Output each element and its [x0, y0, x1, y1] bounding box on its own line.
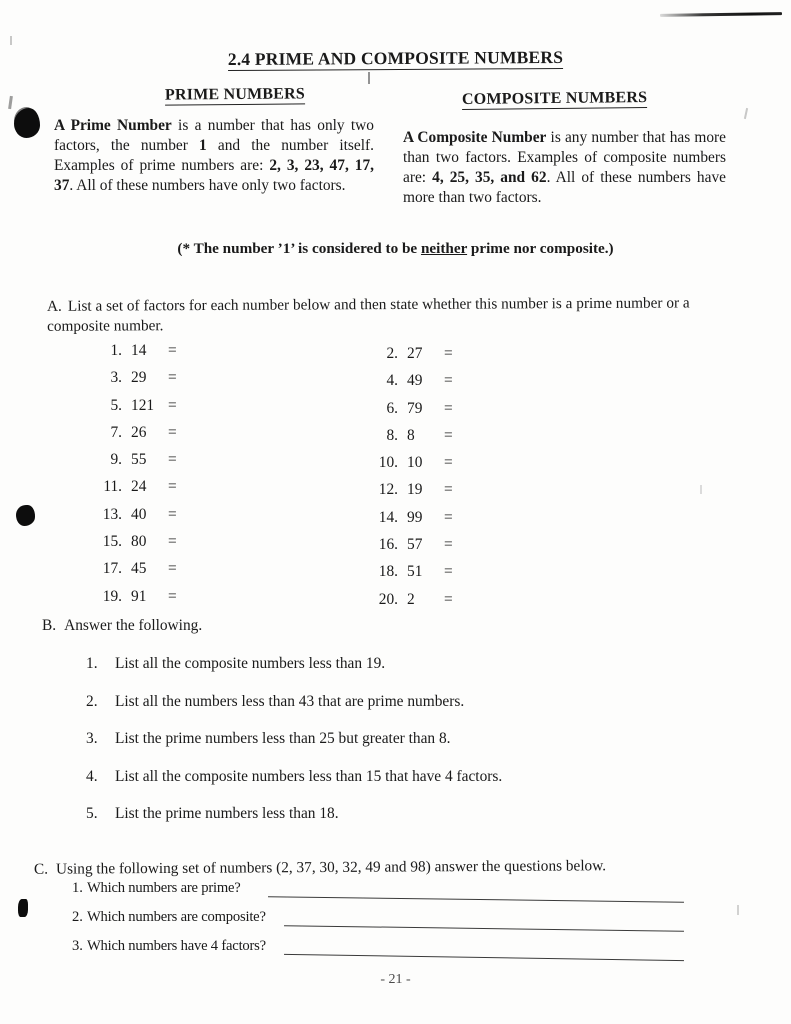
exercise-item [368, 509, 453, 536]
exercise-item [368, 345, 453, 372]
composite-numbers-heading-text: COMPOSITE NUMBERS [461, 89, 648, 108]
exercise-item [368, 427, 453, 454]
section-b-item-number: 3. [86, 730, 98, 748]
exercise-answer-blank[interactable]: = [168, 505, 177, 523]
section-b-list [86, 655, 502, 843]
composite-body-1: is any number that has more than two factors. Examples of composite numbers are: [403, 129, 726, 187]
speck-artifact [744, 108, 748, 119]
exercise-value: 121 [131, 396, 155, 414]
prime-numbers-heading [165, 85, 305, 104]
composite-numbers-heading [462, 89, 647, 109]
margin-ink-blob-artifact [18, 899, 28, 917]
section-b-item-text: List the prime numbers less than 25 but greater than 8. [115, 730, 451, 748]
prime-definition [54, 116, 374, 196]
exercise-item [92, 506, 177, 533]
exercise-value: 57 [407, 536, 423, 554]
exercise-number: 12. [378, 481, 398, 499]
exercise-answer-blank[interactable]: = [444, 454, 453, 472]
section-a-instruction-text: List a set of factors for each number below and then state whether this number is a prime number or a composite number. [47, 294, 690, 336]
exercise-answer-blank[interactable]: = [168, 423, 177, 441]
exercise-value: 8 [407, 426, 415, 444]
section-a-instruction [47, 293, 747, 337]
section-b-item-text: List all the composite numbers less than 19. [115, 655, 386, 672]
scan-bar-artifact [660, 12, 782, 17]
page-number: - 21 - [380, 972, 411, 987]
margin-ink-blob-artifact [14, 108, 40, 138]
section-c-item-number: 3. [72, 938, 83, 954]
exercise-item [368, 400, 453, 427]
section-c-answer-line[interactable] [268, 896, 684, 903]
prime-examples: 2, 3, 23, 47, 17, 37 [54, 157, 374, 195]
exercise-number: 10. [378, 454, 398, 472]
number-one-note [0, 240, 791, 258]
section-c-answer-line[interactable] [284, 925, 684, 932]
section-b-item [86, 655, 502, 693]
exercise-number: 18. [378, 563, 398, 581]
exercise-item [92, 424, 177, 451]
prime-body-3: . All of these numbers have only two factors. [69, 177, 346, 195]
exercise-value: 26 [131, 423, 147, 441]
exercise-number: 19. [102, 587, 122, 605]
exercise-answer-blank[interactable]: = [168, 451, 177, 469]
exercise-answer-blank[interactable]: = [444, 508, 453, 526]
section-b-item-text: List all the composite numbers less than 15 that have 4 factors. [115, 767, 503, 785]
section-b-item-number: 1. [86, 655, 98, 672]
exercise-value: 14 [131, 342, 147, 359]
exercise-number: 4. [386, 372, 398, 390]
page-title-text: 2.4 PRIME AND COMPOSITE NUMBERS [227, 46, 564, 70]
exercise-item [92, 369, 177, 396]
exercise-item [368, 591, 453, 618]
page-title [0, 46, 791, 72]
section-c-item-text: Which numbers have 4 factors? [86, 938, 266, 954]
margin-ink-streak-artifact [8, 96, 13, 109]
section-c-item [72, 938, 732, 967]
section-b-letter: B. [42, 617, 57, 634]
exercise-answer-blank[interactable]: = [168, 478, 177, 496]
exercise-item [92, 397, 177, 424]
exercise-number: 2. [386, 345, 398, 362]
exercise-number: 16. [378, 536, 398, 554]
exercise-answer-blank[interactable]: = [444, 345, 453, 362]
section-c-item-text: Which numbers are composite? [86, 909, 266, 925]
exercise-item [368, 536, 453, 563]
prime-bold-one: 1 [199, 137, 207, 155]
exercise-number: 1. [110, 342, 122, 359]
note-prefix: (* The number ’1’ is considered to be [177, 240, 421, 257]
exercise-column-right [368, 345, 453, 618]
section-b-item-text: List the prime numbers less than 18. [115, 805, 339, 823]
exercise-column-left [92, 342, 177, 615]
exercise-number: 14. [378, 508, 398, 526]
exercise-number: 13. [102, 505, 122, 523]
exercise-answer-blank[interactable]: = [168, 369, 177, 387]
exercise-answer-blank[interactable]: = [444, 481, 453, 499]
exercise-item [92, 588, 177, 615]
exercise-item [92, 560, 177, 587]
exercise-item [368, 563, 453, 590]
note-underlined-word: neither [420, 240, 468, 257]
exercise-value: 2 [407, 590, 415, 608]
section-c-heading-text: Using the following set of numbers (2, 37, 30, 32, 49 and 98) answer the questions below. [55, 857, 607, 878]
section-c-answer-line[interactable] [284, 954, 684, 961]
exercise-answer-blank[interactable]: = [444, 372, 453, 390]
exercise-number: 8. [386, 426, 398, 444]
exercise-item [368, 481, 453, 508]
exercise-value: 49 [407, 372, 423, 390]
exercise-value: 91 [131, 587, 147, 605]
exercise-value: 40 [131, 505, 147, 523]
section-c-item-number: 1. [72, 880, 83, 896]
speck-artifact [368, 72, 370, 84]
exercise-number: 6. [386, 399, 398, 417]
composite-term: A Composite Number [403, 129, 547, 146]
exercise-number: 9. [110, 451, 122, 469]
section-c-item [72, 880, 732, 909]
section-c-list [72, 880, 732, 967]
exercise-answer-blank[interactable]: = [168, 342, 177, 359]
exercise-number: 3. [110, 369, 122, 387]
speck-artifact [10, 36, 12, 45]
speck-artifact [737, 905, 739, 915]
exercise-value: 79 [407, 399, 423, 417]
exercise-number: 5. [110, 396, 122, 414]
section-b-item-text: List all the numbers less than 43 that are prime numbers. [115, 692, 465, 710]
section-b-item [86, 805, 502, 843]
section-b-item-number: 4. [86, 767, 98, 785]
prime-numbers-heading-text: PRIME NUMBERS [164, 85, 306, 104]
exercise-item [92, 533, 177, 560]
exercise-value: 10 [407, 454, 423, 472]
section-c-letter: C. [33, 860, 49, 878]
section-a-letter: A. [46, 297, 62, 315]
exercise-item [92, 342, 177, 369]
section-c-heading [34, 857, 606, 878]
composite-body-2: . All of these numbers have more than two factors. [403, 169, 726, 207]
exercise-value: 99 [407, 508, 423, 526]
exercise-number: 11. [103, 478, 122, 496]
margin-ink-blob-artifact [16, 505, 35, 526]
exercise-answer-blank[interactable]: = [168, 560, 177, 578]
exercise-value: 45 [131, 560, 147, 578]
section-b-item [86, 730, 502, 768]
exercise-item [92, 478, 177, 505]
exercise-value: 29 [131, 369, 147, 387]
exercise-answer-blank[interactable]: = [444, 399, 453, 417]
exercise-answer-blank[interactable]: = [444, 536, 453, 554]
section-b-item-number: 5. [86, 805, 98, 823]
exercise-number: 20. [378, 590, 398, 608]
composite-examples: 4, 25, 35, and 62 [432, 169, 547, 187]
exercise-number: 15. [102, 533, 122, 551]
exercise-value: 19 [407, 481, 423, 499]
section-c-item-number: 2. [72, 909, 83, 925]
exercise-value: 55 [131, 451, 147, 469]
exercise-number: 17. [102, 560, 122, 578]
composite-definition [403, 128, 726, 208]
exercise-answer-blank[interactable]: = [168, 587, 177, 605]
exercise-item [92, 451, 177, 478]
exercise-value: 27 [407, 345, 423, 362]
exercise-item [368, 454, 453, 481]
prime-body-1: is a number that has only two factors, the number [54, 117, 374, 155]
note-suffix: prime nor composite.) [467, 240, 614, 257]
exercise-answer-blank[interactable]: = [444, 563, 453, 581]
section-b-item [86, 768, 502, 806]
section-b-heading [42, 617, 202, 635]
section-b-item [86, 693, 502, 731]
exercise-answer-blank[interactable]: = [168, 533, 177, 551]
exercise-value: 24 [131, 478, 147, 496]
speck-artifact [700, 485, 702, 494]
section-c-item-text: Which numbers are prime? [86, 880, 241, 896]
exercise-item [368, 372, 453, 399]
section-c-item [72, 909, 732, 938]
exercise-answer-blank[interactable]: = [168, 396, 177, 414]
exercise-value: 80 [131, 533, 147, 551]
section-b-heading-text: Answer the following. [64, 617, 203, 634]
exercise-answer-blank[interactable]: = [444, 426, 453, 444]
prime-body-2: and the number itself. Examples of prime numbers are: [54, 137, 374, 175]
section-b-item-number: 2. [86, 692, 98, 710]
exercise-answer-blank[interactable]: = [444, 590, 453, 608]
exercise-value: 51 [407, 563, 423, 581]
prime-term: A Prime Number [54, 117, 172, 134]
exercise-number: 7. [110, 423, 122, 441]
